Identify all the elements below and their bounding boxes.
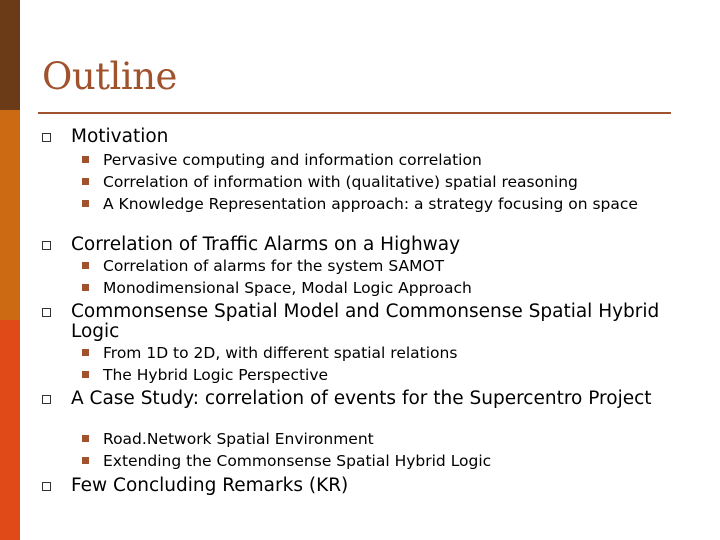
outline-subitem	[103, 367, 671, 384]
outline-subitem	[103, 431, 671, 448]
outline-item	[71, 235, 671, 255]
outline-subitem-label: A Knowledge Representation approach: a strategy focusing on space	[103, 195, 638, 213]
outline-subitem	[103, 345, 671, 362]
hollow-square-bullet-icon	[42, 395, 51, 404]
square-bullet-icon	[82, 435, 89, 442]
outline-item-label: Correlation of Traffic Alarms on a Highway	[71, 234, 461, 255]
square-bullet-icon	[82, 284, 89, 291]
outline-subitem-label: Monodimensional Space, Modal Logic Approach	[103, 279, 472, 297]
square-bullet-icon	[82, 178, 89, 185]
hollow-square-bullet-icon	[42, 482, 51, 491]
outline-subitem-label: Extending the Commonsense Spatial Hybrid Logic	[103, 452, 492, 470]
hollow-square-bullet-icon	[42, 308, 51, 317]
outline-item	[71, 476, 671, 496]
slide-title: Outline	[42, 55, 177, 98]
outline-subitem-label: Road.Network Spatial Environment	[103, 430, 374, 448]
hollow-square-bullet-icon	[42, 241, 51, 250]
outline-item-label: Commonsense Spatial Model and Commonsense Spatial Hybrid Logic	[71, 301, 660, 342]
outline-subitem	[103, 258, 671, 275]
square-bullet-icon	[82, 457, 89, 464]
outline-subitem-label: Pervasive computing and information correlation	[103, 151, 482, 169]
outline-subitem-label: Correlation of alarms for the system SAMOT	[103, 257, 445, 275]
outline-item-label: Few Concluding Remarks (KR)	[71, 475, 349, 496]
outline-item-label: Motivation	[71, 126, 169, 147]
outline-subitem	[103, 196, 671, 213]
outline-subitem	[103, 280, 671, 297]
outline-subitem-label: The Hybrid Logic Perspective	[103, 366, 329, 384]
square-bullet-icon	[82, 262, 89, 269]
square-bullet-icon	[82, 200, 89, 207]
hollow-square-bullet-icon	[42, 133, 51, 142]
outline-item	[71, 389, 671, 409]
outline-item-label: A Case Study: correlation of events for the Supercentro Project	[71, 388, 652, 409]
outline-item	[71, 127, 671, 147]
outline-subitem	[103, 174, 671, 191]
square-bullet-icon	[82, 156, 89, 163]
outline-subitem-label: From 1D to 2D, with different spatial relations	[103, 344, 458, 362]
outline-subitem	[103, 152, 671, 169]
outline-subitem	[103, 453, 671, 470]
square-bullet-icon	[82, 371, 89, 378]
outline-subitem-label: Correlation of information with (qualitative) spatial reasoning	[103, 173, 578, 191]
square-bullet-icon	[82, 349, 89, 356]
outline-item	[71, 302, 671, 342]
